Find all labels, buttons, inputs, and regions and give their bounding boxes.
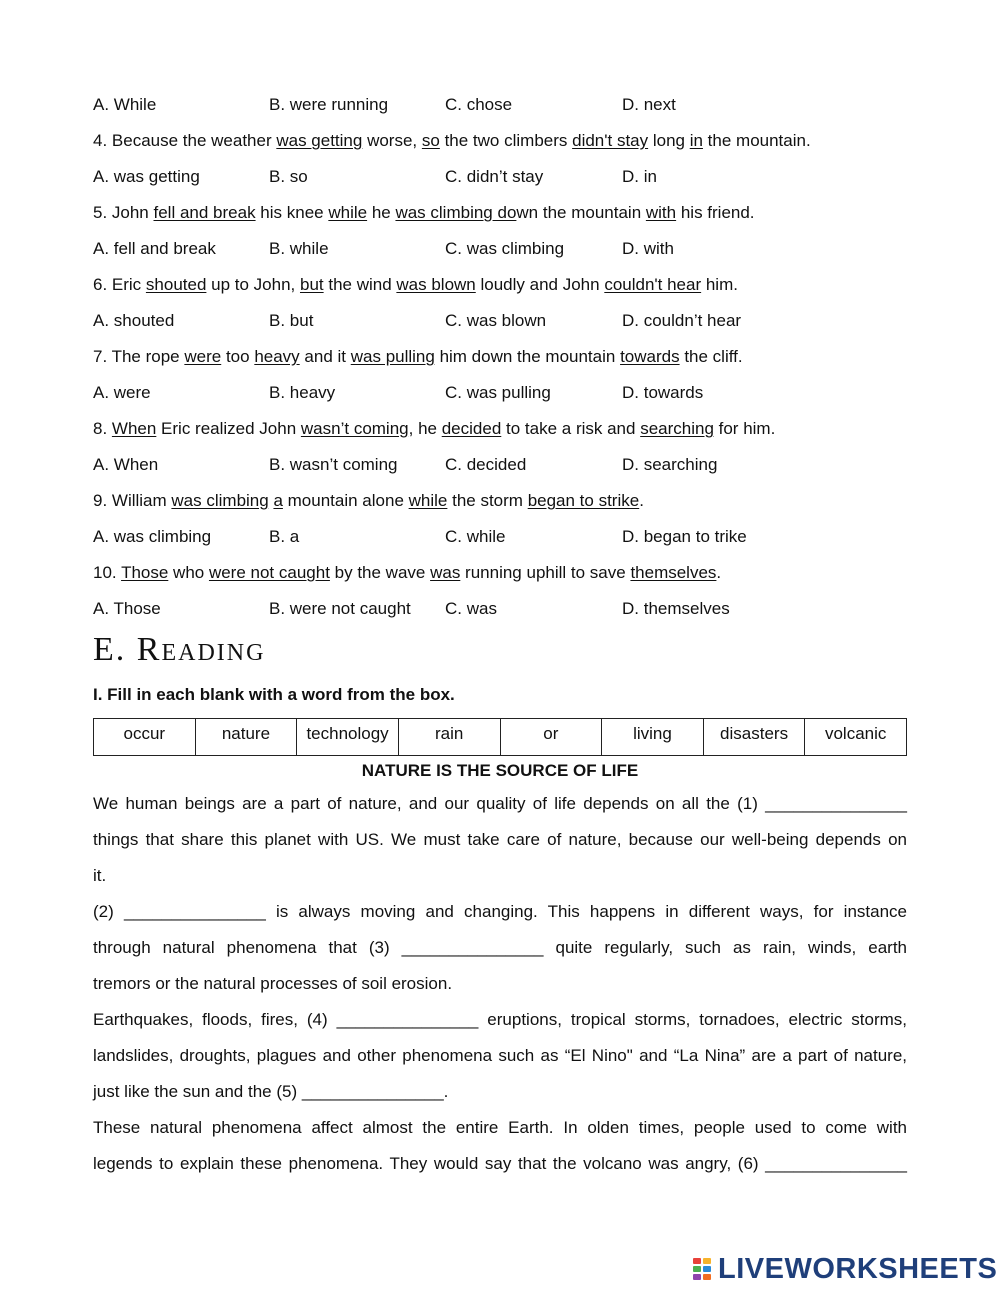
passage-line: landslides, droughts, plagues and other phenomena such as “El Nino" and “La Nina” are a part of nature, bbox=[93, 1046, 907, 1065]
word-box-item: nature bbox=[195, 719, 297, 756]
underlined-part: wasn’t coming bbox=[300, 419, 409, 438]
sentence-text: too bbox=[221, 347, 255, 366]
option-a: A. was climbing bbox=[93, 527, 212, 546]
underlined-part: searching bbox=[640, 419, 714, 438]
option-c: C. decided bbox=[445, 455, 527, 474]
option-c: C. chose bbox=[445, 95, 513, 114]
option-a: A. was getting bbox=[93, 167, 200, 186]
sentence-text: and it bbox=[299, 347, 351, 366]
sentence-text: 4. Because the weather bbox=[93, 131, 277, 150]
sentence-text: who bbox=[168, 563, 209, 582]
underlined-part: Those bbox=[121, 563, 169, 582]
sentence-text: loudly and John bbox=[475, 275, 605, 294]
option-b: B. but bbox=[269, 311, 314, 330]
underlined-part: while bbox=[328, 203, 368, 222]
sentence-text: 8. bbox=[93, 419, 112, 438]
option-b: B. wasn’t coming bbox=[269, 455, 398, 474]
passage-line: things that share this planet with US. We must take care of nature, because our well-being depends on bbox=[93, 830, 907, 849]
underlined-part: was climbing bbox=[171, 491, 269, 510]
word-box bbox=[93, 718, 907, 756]
sentence-text: . bbox=[639, 491, 644, 510]
option-b: B. a bbox=[269, 527, 300, 546]
word-box-item: or bbox=[500, 719, 602, 756]
question-5-options bbox=[93, 238, 913, 260]
passage-line: through natural phenomena that (3) _______________ quite regularly, such as rain, winds, earth bbox=[93, 938, 907, 957]
sentence-text: his knee bbox=[255, 203, 329, 222]
passage-paragraph-1 bbox=[93, 786, 907, 894]
sentence-text: him down the mountain bbox=[434, 347, 621, 366]
passage-line: it. bbox=[93, 866, 107, 885]
sentence-text: for him. bbox=[713, 419, 776, 438]
sentence-text: his friend. bbox=[676, 203, 755, 222]
underlined-part: were not caught bbox=[208, 563, 330, 582]
option-c: C. was bbox=[445, 599, 497, 618]
underlined-part: with bbox=[645, 203, 677, 222]
underlined-part: shouted bbox=[145, 275, 207, 294]
question-7-options bbox=[93, 382, 913, 404]
underlined-part: was getting bbox=[276, 131, 363, 150]
exercise-instruction: I. Fill in each blank with a word from the box. bbox=[93, 685, 455, 704]
question-9-options bbox=[93, 526, 913, 548]
word-box-item: occur bbox=[94, 719, 196, 756]
option-d: D. searching bbox=[622, 455, 718, 474]
option-b: B. were not caught bbox=[269, 599, 411, 618]
passage-line: legends to explain these phenomena. They would say that the volcano was angry, (6) _______________ bbox=[93, 1154, 907, 1173]
option-d: D. in bbox=[622, 167, 657, 186]
sentence-text: 10. bbox=[93, 563, 122, 582]
sentence-text: the two climbers bbox=[439, 131, 573, 150]
underlined-part: When bbox=[111, 419, 157, 438]
logo-text: LIVEWORKSHEETS bbox=[718, 1252, 998, 1285]
underlined-part: towards bbox=[620, 347, 680, 366]
underlined-part: couldn't hear bbox=[604, 275, 702, 294]
underlined-part: was climbing do bbox=[395, 203, 517, 222]
section-title: E. Reading bbox=[93, 631, 266, 668]
sentence-text: him. bbox=[701, 275, 738, 294]
sentence-text: 6. Eric bbox=[93, 275, 146, 294]
sentence-text: to take a risk and bbox=[501, 419, 641, 438]
question-8-sentence bbox=[93, 418, 775, 440]
option-d: D. couldn’t hear bbox=[622, 311, 742, 330]
sentence-text: the storm bbox=[447, 491, 528, 510]
underlined-part: themselves bbox=[630, 563, 717, 582]
option-b: B. so bbox=[269, 167, 308, 186]
option-b: B. while bbox=[269, 239, 329, 258]
option-b: B. heavy bbox=[269, 383, 336, 402]
underlined-part: decided bbox=[441, 419, 502, 438]
passage-line: We human beings are a part of nature, and our quality of life depends on all the (1) _______________ bbox=[93, 794, 907, 813]
sentence-text: long bbox=[648, 131, 690, 150]
underlined-part: while bbox=[408, 491, 448, 510]
option-d: D. next bbox=[622, 95, 676, 114]
option-a: A. fell and break bbox=[93, 239, 216, 258]
passage-line: tremors or the natural processes of soil erosion. bbox=[93, 974, 453, 993]
sentence-text: he bbox=[367, 203, 396, 222]
option-c: C. was blown bbox=[445, 311, 547, 330]
question-9-sentence bbox=[93, 490, 644, 512]
underlined-part: were bbox=[184, 347, 222, 366]
question-10-sentence bbox=[93, 562, 721, 584]
question-4-sentence bbox=[93, 130, 811, 152]
sentence-text: Eric realized John bbox=[156, 419, 301, 438]
option-c: C. was pulling bbox=[445, 383, 551, 402]
question-5-sentence bbox=[93, 202, 755, 224]
underlined-part: fell and break bbox=[153, 203, 256, 222]
sentence-text: the cliff. bbox=[679, 347, 743, 366]
passage-line: Earthquakes, floods, fires, (4) _______________ eruptions, tropical storms, tornadoes, electric storms, bbox=[93, 1010, 907, 1029]
question-10-options bbox=[93, 598, 913, 620]
option-d: D. themselves bbox=[622, 599, 730, 618]
option-b: B. were running bbox=[269, 95, 389, 114]
underlined-part: but bbox=[299, 275, 324, 294]
word-box-item: disasters bbox=[703, 719, 805, 756]
sentence-text: wn the mountain bbox=[516, 203, 646, 222]
passage-line: (2) _______________ is always moving and changing. This happens in different ways, for instance bbox=[93, 902, 907, 921]
option-a: A. shouted bbox=[93, 311, 175, 330]
question-6-options bbox=[93, 310, 913, 332]
question-8-options bbox=[93, 454, 913, 476]
sentence-text: worse, bbox=[362, 131, 422, 150]
underlined-part: heavy bbox=[254, 347, 300, 366]
passage-paragraph-2 bbox=[93, 894, 907, 1002]
option-c: C. while bbox=[445, 527, 506, 546]
question-4-options bbox=[93, 166, 913, 188]
sentence-text: 9. William bbox=[93, 491, 172, 510]
passage-paragraph-4 bbox=[93, 1110, 907, 1182]
sentence-text: running uphill to save bbox=[460, 563, 631, 582]
option-d: D. with bbox=[622, 239, 674, 258]
question-6-sentence bbox=[93, 274, 738, 296]
word-box-item: rain bbox=[398, 719, 500, 756]
option-d: D. began to trike bbox=[622, 527, 747, 546]
logo-grid-icon bbox=[692, 1257, 712, 1281]
underlined-part: so bbox=[421, 131, 440, 150]
underlined-part: was bbox=[430, 563, 461, 582]
underlined-part: began to strike bbox=[527, 491, 640, 510]
underlined-part: was blown bbox=[396, 275, 476, 294]
sentence-text: 5. John bbox=[93, 203, 154, 222]
passage-paragraph-3 bbox=[93, 1002, 907, 1110]
sentence-text: up to John, bbox=[206, 275, 300, 294]
underlined-part: didn't stay bbox=[572, 131, 649, 150]
option-a: A. were bbox=[93, 383, 151, 402]
passage-title: NATURE IS THE SOURCE OF LIFE bbox=[361, 761, 639, 780]
sentence-text: the mountain. bbox=[702, 131, 811, 150]
option-a: A. While bbox=[93, 95, 157, 114]
underlined-part: was pulling bbox=[350, 347, 435, 366]
option-c: C. was climbing bbox=[445, 239, 565, 258]
passage-line: These natural phenomena affect almost the entire Earth. In olden times, people used to come with bbox=[93, 1118, 907, 1137]
passage-line: just like the sun and the (5) _______________. bbox=[93, 1082, 449, 1101]
option-a: A. Those bbox=[93, 599, 161, 618]
option-a: A. When bbox=[93, 455, 159, 474]
question-3-options bbox=[93, 94, 913, 116]
sentence-text: . bbox=[716, 563, 722, 582]
sentence-text: by the wave bbox=[329, 563, 431, 582]
sentence-text: mountain alone bbox=[282, 491, 409, 510]
question-7-sentence bbox=[93, 346, 743, 368]
liveworksheets-logo bbox=[692, 1252, 997, 1286]
underlined-part: a bbox=[273, 491, 283, 510]
sentence-text: 7. The rope bbox=[93, 347, 185, 366]
word-box-item: living bbox=[602, 719, 704, 756]
sentence-text: the wind bbox=[323, 275, 397, 294]
sentence-text: , he bbox=[408, 419, 442, 438]
word-box-item: technology bbox=[297, 719, 399, 756]
option-c: C. didn’t stay bbox=[445, 167, 544, 186]
word-box-item: volcanic bbox=[805, 719, 907, 756]
underlined-part: in bbox=[689, 131, 703, 150]
option-d: D. towards bbox=[622, 383, 704, 402]
